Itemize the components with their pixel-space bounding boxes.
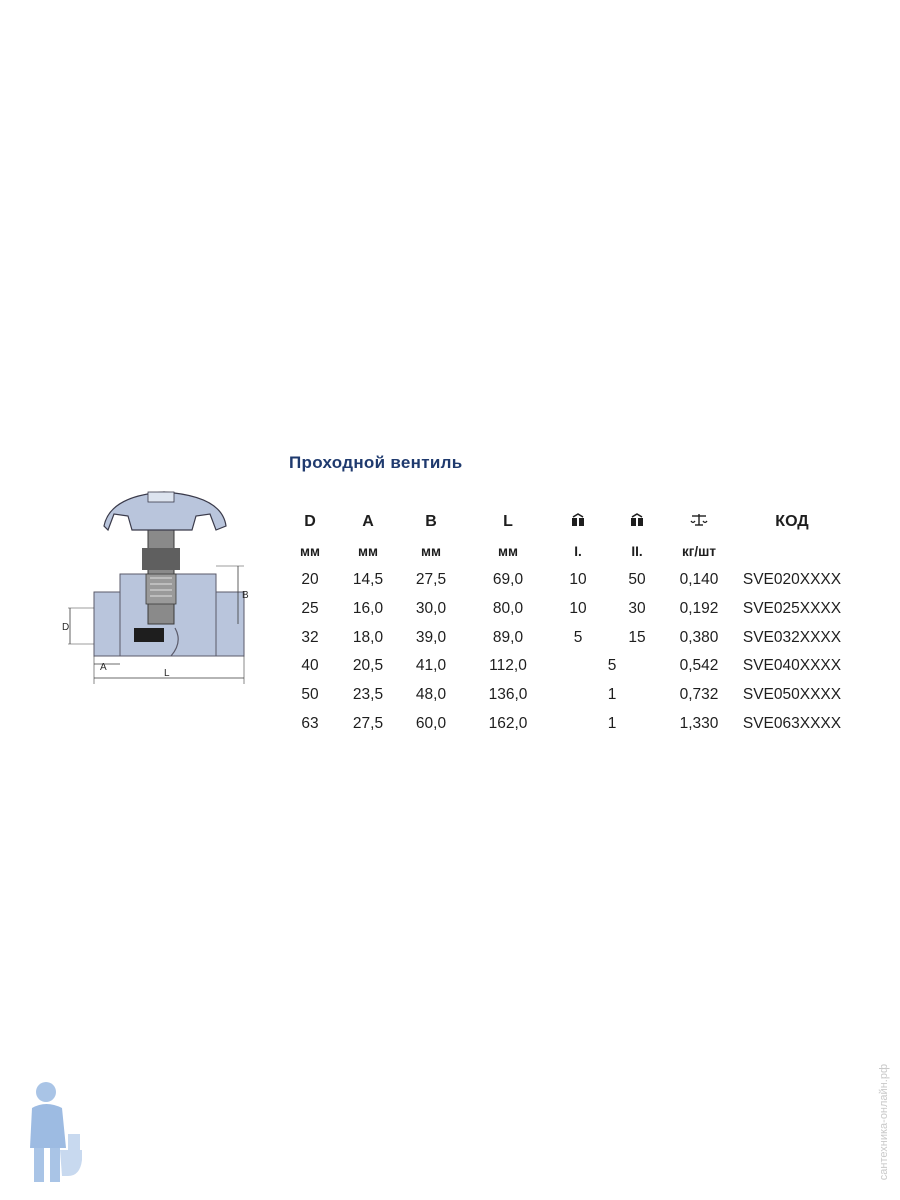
table-row <box>283 566 857 595</box>
cell-pack2: 15 <box>628 628 646 646</box>
cell-pack-merged: 1 <box>607 714 617 732</box>
cell-weight: 0,380 <box>679 628 719 646</box>
cell-weight: 0,192 <box>679 599 719 617</box>
cell-pack1: 10 <box>569 599 587 617</box>
scale-icon <box>690 513 708 527</box>
cell-a: 18,0 <box>352 628 384 646</box>
cell-d: 40 <box>301 657 319 675</box>
table-row <box>283 652 857 681</box>
unit-code <box>727 537 857 566</box>
box-icon <box>571 513 585 527</box>
cell-a: 16,0 <box>352 599 384 617</box>
cell-pack2: 30 <box>628 599 646 617</box>
cell-b: 60,0 <box>415 714 447 732</box>
table-row <box>283 681 857 710</box>
table-row <box>283 594 857 623</box>
product-title: Проходной вентиль <box>289 453 463 472</box>
cell-l: 112,0 <box>489 657 527 675</box>
cell-d: 20 <box>301 570 319 588</box>
cell-l: 162,0 <box>488 714 528 732</box>
cell-b: 30,0 <box>415 599 447 617</box>
unit-d: мм <box>300 543 320 559</box>
cell-b: 48,0 <box>415 686 447 704</box>
cell-d: 63 <box>301 714 319 732</box>
col-header-code: КОД <box>775 513 809 531</box>
box-icon <box>630 513 644 527</box>
col-header-l: L <box>503 513 513 531</box>
valve-drawing <box>60 478 275 693</box>
cell-weight: 0,732 <box>679 686 719 704</box>
unit-weight: кг/шт <box>682 543 716 559</box>
table-row <box>283 623 857 652</box>
unit-b: мм <box>421 543 441 559</box>
cell-l: 80,0 <box>492 599 524 617</box>
cell-b: 27,5 <box>415 570 447 588</box>
unit-pack2: II. <box>631 543 643 559</box>
unit-a: мм <box>358 543 378 559</box>
cell-weight: 1,330 <box>679 714 719 732</box>
cell-weight: 0,542 <box>679 657 719 675</box>
watermark: сантехника-онлайн.рф <box>878 1063 890 1180</box>
dimension-label-a: A <box>100 662 107 673</box>
cell-code: SVE063XXXX <box>742 714 842 732</box>
cell-a: 27,5 <box>352 714 384 732</box>
cell-d: 50 <box>301 686 319 704</box>
cell-d: 25 <box>301 599 319 617</box>
cell-pack1: 10 <box>569 570 587 588</box>
units-row <box>283 537 857 566</box>
cell-pack-merged: 5 <box>607 657 617 675</box>
table-row <box>283 710 857 739</box>
cell-b: 39,0 <box>415 628 447 646</box>
cell-l: 69,0 <box>492 570 524 588</box>
cell-a: 20,5 <box>352 657 384 675</box>
cell-code: SVE050XXXX <box>742 686 842 704</box>
cell-l: 136,0 <box>488 686 528 704</box>
unit-l: мм <box>498 543 518 559</box>
cell-pack1: 5 <box>573 628 583 646</box>
cell-a: 14,5 <box>352 570 384 588</box>
cell-code: SVE025XXXX <box>742 599 842 617</box>
cell-pack-merged: 1 <box>607 686 617 704</box>
col-header-d: D <box>304 513 316 531</box>
cell-a: 23,5 <box>352 686 384 704</box>
cell-pack2: 50 <box>628 570 646 588</box>
plumber-mascot-icon <box>24 1078 86 1190</box>
header-row <box>283 508 857 537</box>
unit-pack1: I. <box>574 543 582 559</box>
cell-l: 89,0 <box>492 628 524 646</box>
cell-code: SVE040XXXX <box>742 657 842 675</box>
col-header-weight <box>671 508 727 537</box>
cell-code: SVE032XXXX <box>742 628 842 646</box>
col-header-pack2 <box>603 508 671 537</box>
cell-d: 32 <box>301 628 319 646</box>
cell-b: 41,0 <box>415 657 447 675</box>
dimension-label-l: L <box>164 668 170 679</box>
col-header-b: B <box>425 513 437 531</box>
spec-table <box>283 508 857 738</box>
cell-code: SVE020XXXX <box>742 570 842 588</box>
dimension-label-d: D <box>62 622 70 633</box>
dimension-label-b: B <box>242 590 249 601</box>
col-header-a: A <box>362 513 374 531</box>
cell-weight: 0,140 <box>679 570 719 588</box>
col-header-pack1 <box>553 508 603 537</box>
